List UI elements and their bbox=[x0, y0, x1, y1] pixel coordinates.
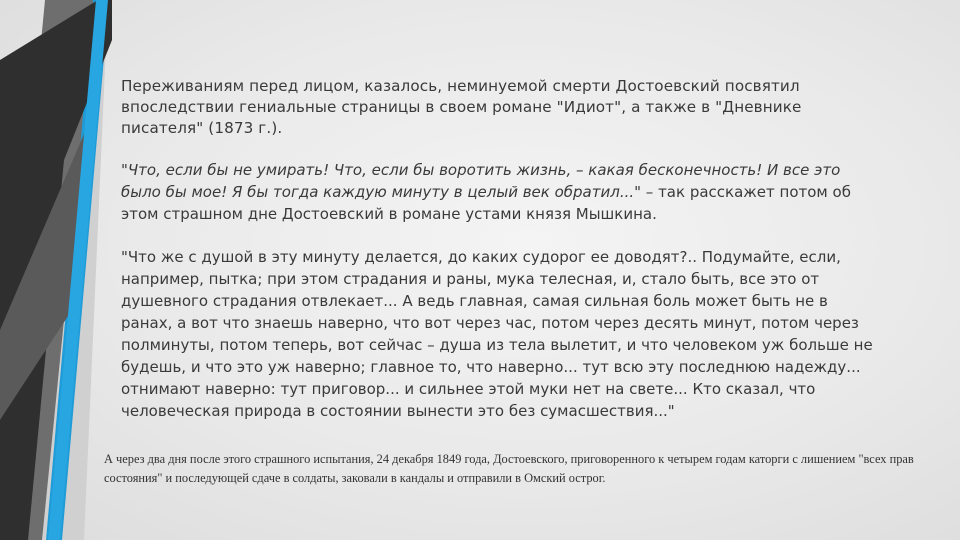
quote-execution: "Что же с душой в эту минуту делается, до каких судорог ее доводят?.. Подумайте, если, например, пытка; при этом страдания и раны, мука телесная, и, стало быть, все это от душевного страдания отвлекает... А ведь главная, самая сильная боль может быть не в ранах, а вот что знаешь наверно, что вот через час, потом через десять минут, потом через полминуты, потом теперь, вот сейчас – душа из тела вылетит, и что человеком уж больше не будешь, и что это уж наверно; главное то, что наверно... тут всю эту последнюю надежду... отнимают наверно: тут приговор... и сильнее этой муки нет на свете... Кто сказал, что человеческая природа в состоянии вынести это без сумасшествия..." bbox=[121, 248, 873, 420]
footer-note: А через два дня после этого страшного испытания, 24 декабря 1849 года, Достоевского, приговоренного к четырем годам каторги с лишением "всех прав состояния" и последующей сдаче в солдаты, заковали в кандалы и отправили в Омский острог. bbox=[104, 452, 914, 485]
quote-myshkin bbox=[121, 159, 881, 225]
quote-myshkin-text: "Что, если бы не умирать! Что, если бы воротить жизнь, – какая бесконечность! И все это было бы мое! Я бы тогда каждую минуту в целый век обратил..." bbox=[121, 161, 841, 201]
intro-paragraph: Переживаниям перед лицом, казалось, неминуемой смерти Достоевский посвятил впоследствии гениальные страницы в своем романе "Идиот", а также в "Дневнике писателя" (1873 г.). bbox=[121, 77, 802, 137]
quote-myshkin-attribution: – так расскажет потом об этом страшном дне Достоевский в романе устами князя Мышкина. bbox=[121, 183, 851, 223]
